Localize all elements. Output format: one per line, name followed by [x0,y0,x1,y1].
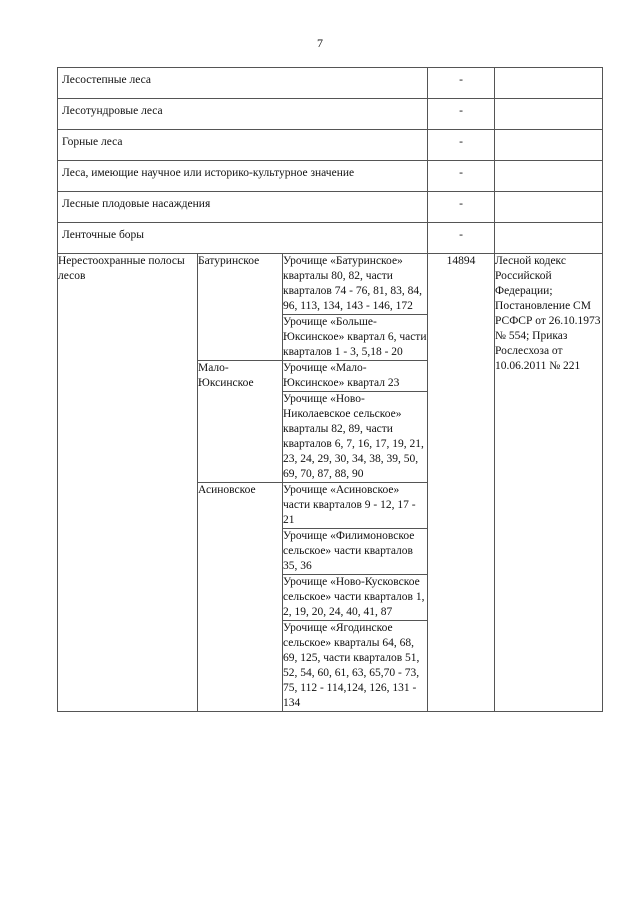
area-value: - [428,161,495,192]
forestry-name: Батуринское [198,254,283,361]
forestry-name: Мало-Юксинское [198,361,283,483]
tract-description: Урочище «Мало-Юксинское» квартал 23 [283,361,428,392]
legal-basis: Лесной кодекс Российской Федерации; Постановление СМ РСФСР от 26.10.1973 № 554; Приказ Рослесхоза от 10.06.2011 № 221 [495,254,603,712]
area-value: - [428,99,495,130]
table-row [58,99,603,130]
category-name: Нерестоохранные полосы лесов [58,254,198,712]
tract-description: Урочище «Ново-Николаевское сельское» кварталы 82, 89, части кварталов 6, 7, 16, 17, 19, 21, 23, 24, 29, 30, 34, 38, 39, 50, 69, 70, 87, 88, 90 [283,392,428,483]
table-row [58,161,603,192]
tract-description: Урочище «Ново-Кусковское сельское» части кварталов 1, 2, 19, 20, 24, 40, 41, 87 [283,575,428,621]
table-row [58,254,603,315]
area-value: - [428,68,495,99]
basis-cell [495,161,603,192]
tract-description: Урочище «Асиновское» части кварталов 9 - 12, 17 - 21 [283,483,428,529]
category-name: Горные леса [58,130,428,161]
category-name: Лесотундровые леса [58,99,428,130]
basis-cell [495,99,603,130]
basis-cell [495,223,603,254]
basis-cell [495,68,603,99]
area-value: - [428,223,495,254]
basis-cell [495,130,603,161]
category-name: Ленточные боры [58,223,428,254]
area-value: - [428,130,495,161]
forest-category-table [57,67,603,712]
table-row [58,223,603,254]
forestry-name: Асиновское [198,483,283,712]
table-row [58,192,603,223]
tract-description: Урочище «Ягодинское сельское» кварталы 64, 68, 69, 125, части кварталов 51, 52, 54, 60, 61, 63, 65,70 - 73, 75, 112 - 114,124, 126, 131 - 134 [283,621,428,712]
table-row [58,130,603,161]
basis-cell [495,192,603,223]
area-value: - [428,192,495,223]
category-name: Леса, имеющие научное или историко-культурное значение [58,161,428,192]
tract-description: Урочище «Филимоновское сельское» части кварталов 35, 36 [283,529,428,575]
tract-description: Урочище «Больше-Юксинское» квартал 6, части кварталов 1 - 3, 5,18 - 20 [283,315,428,361]
page-number: 7 [317,36,323,50]
tract-description: Урочище «Батуринское» кварталы 80, 82, части кварталов 74 - 76, 81, 83, 84, 96, 113, 134, 143 - 146, 172 [283,254,428,315]
category-name: Лесные плодовые насаждения [58,192,428,223]
area-value: 14894 [428,254,495,712]
category-name: Лесостепные леса [58,68,428,99]
table-row [58,68,603,99]
